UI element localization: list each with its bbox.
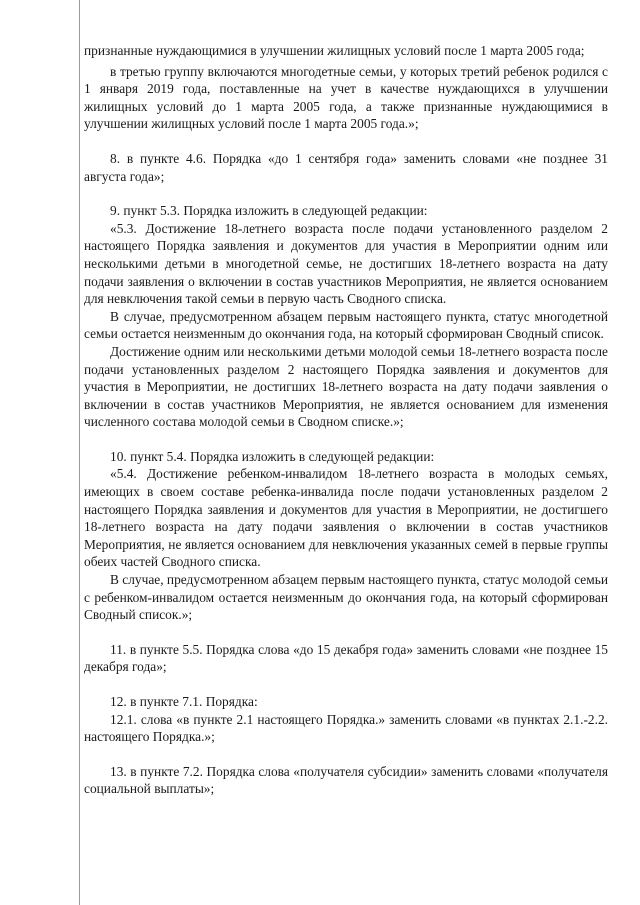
paragraph-item-12-1: 12.1. слова «в пункте 2.1 настоящего Порядка.» заменить словами «в пунктах 2.1.-2.2. настоящего Порядка.»;: [84, 711, 608, 745]
paragraph-item-5-3-status: В случае, предусмотренном абзацем первым настоящего пункта, статус многодетной семьи остается неизменным до окончания года, на который сформирован Сводный список.: [84, 308, 608, 342]
paragraph-item-12: 12. в пункте 7.1. Порядка:: [110, 694, 258, 709]
paragraph-item-8: 8. в пункте 4.6. Порядка «до 1 сентября года» заменить словами «не позднее 31 августа года»;: [84, 150, 608, 184]
paragraph-item-5-3: «5.3. Достижение 18-летнего возраста после подачи установленного разделом 2 настоящего Порядка заявления и документов для участия в Мероприятии одним или несколькими детьми в многодетной семье, не достигших 18-летнего возраста на дату подачи заявления о включении в состав участников Мероприятия, не является основанием для невключения такой семьи в первую часть Сводного списка.: [84, 220, 608, 307]
paragraph-item-13: 13. в пункте 7.2. Порядка слова «получателя субсидии» заменить словами «получателя социальной выплаты»;: [84, 763, 608, 797]
paragraph-third-group: в третью группу включаются многодетные семьи, у которых третий ребенок родился с 1 января 2019 года, поставленные на учет в качестве нуждающихся в улучшении жилищных условий до 1 марта 2005 года, а также признанные нуждающимися в улучшении жилищных условий после 1 марта 2005 года.»;: [84, 63, 608, 132]
paragraph-item-9: 9. пункт 5.3. Порядка изложить в следующей редакции:: [110, 203, 428, 219]
paragraph-item-11: 11. в пункте 5.5. Порядка слова «до 15 декабря года» заменить словами «не позднее 15 декабря года»;: [84, 641, 608, 675]
document-body: [84, 42, 608, 798]
paragraph-continuation-first-group: признанные нуждающимися в улучшении жилищных условий после 1 марта 2005 года;: [84, 43, 585, 58]
paragraph-item-5-4: «5.4. Достижение ребенком-инвалидом 18-летнего возраста в молодых семьях, имеющих в своем составе ребенка-инвалида после подачи установленных разделом 2 настоящего Порядка заявления и документов для участия в Мероприятии, не достигшего 18-летнего возраста на дату подачи заявления о включении в состав участников Мероприятия, не является основанием для невключения указанных семей в первые группы обеих частей Сводного списка.: [84, 466, 608, 570]
paragraph-item-5-4-status: В случае, предусмотренном абзацем первым настоящего пункта, статус молодой семьи с ребенком-инвалидом остается неизменным до окончания года, на который сформирован Сводный список.»;: [84, 572, 608, 623]
binding-margin-line: [79, 0, 80, 905]
paragraph-item-10: 10. пункт 5.4. Порядка изложить в следующей редакции:: [110, 448, 435, 464]
paragraph-item-5-3-young-family: Достижение одним или несколькими детьми молодой семьи 18-летнего возраста после подачи установленных разделом 2 настоящего Порядка заявления и документов для участия в Мероприятии, не достигших 18-летнего возраста на дату подачи заявления о включении в состав участников Мероприятия, не является основанием для изменения численного состава молодой семьи в Сводном списке.»;: [84, 343, 608, 430]
